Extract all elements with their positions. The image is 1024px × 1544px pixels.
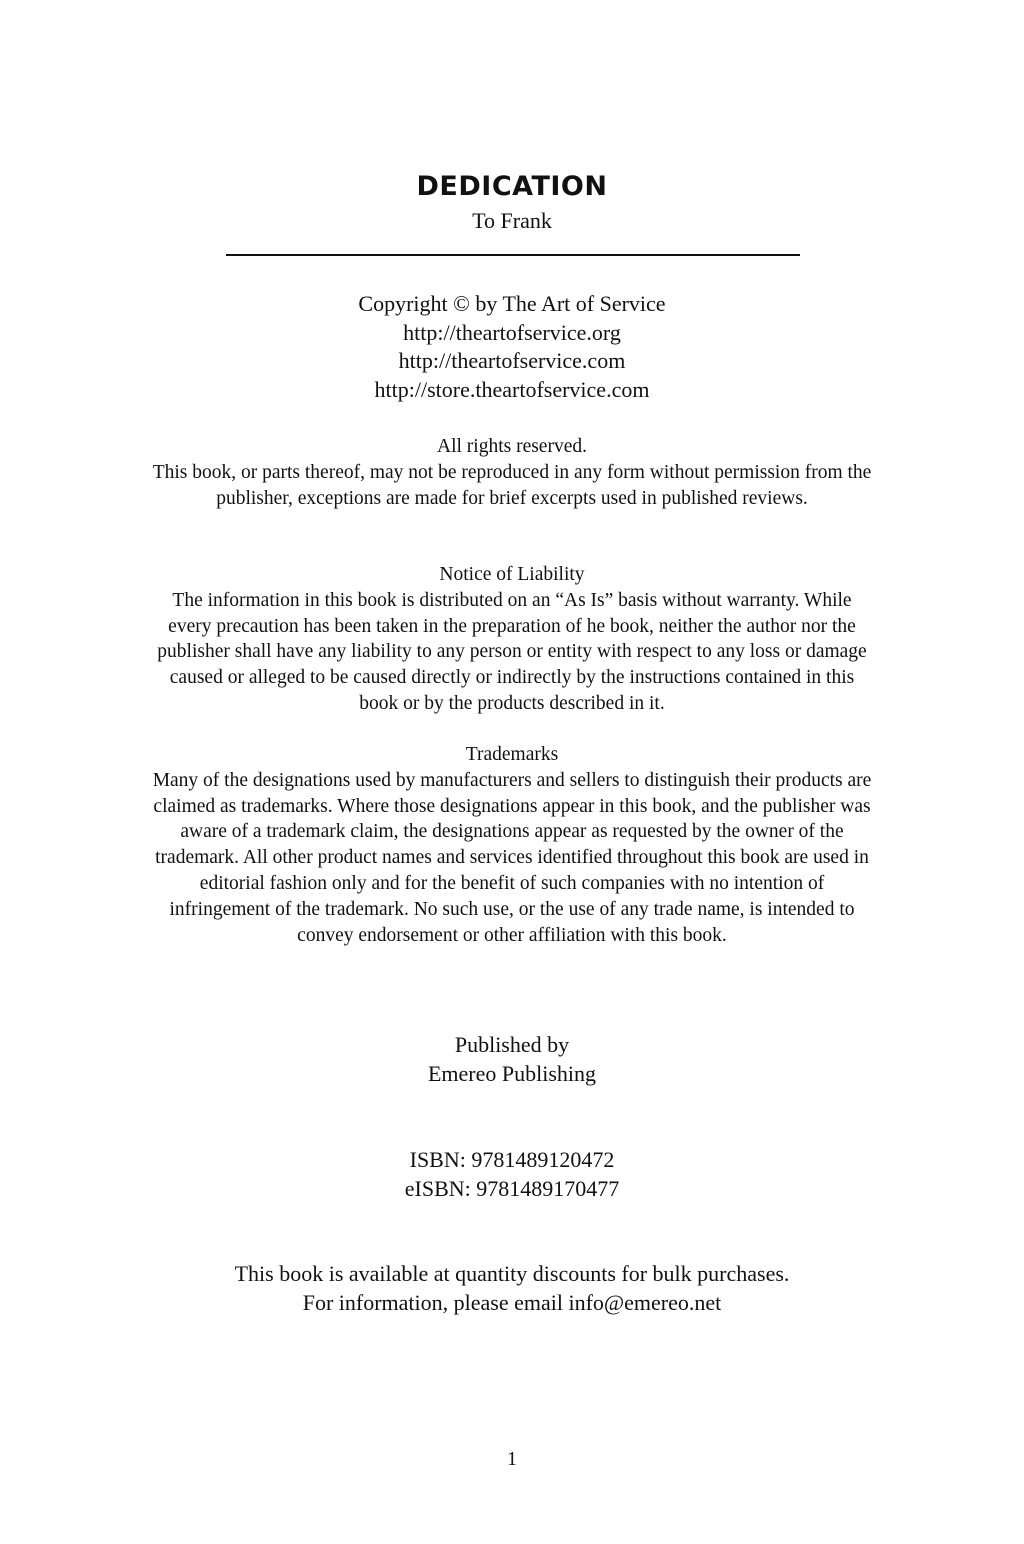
copyright-url-com: http://theartofservice.com: [398, 348, 626, 373]
isbn-ebook: eISBN: 9781489170477: [404, 1175, 620, 1201]
liability-heading: Notice of Liability: [439, 564, 585, 585]
copyright-block: [0, 290, 1024, 404]
isbn-block: [0, 1146, 1024, 1203]
bulk-purchase-line: This book is available at quantity discounts for bulk purchases.: [234, 1261, 790, 1286]
liability-text: The information in this book is distributed on an “As Is” basis without warranty. While every precaution has been taken in the preparation of he book, neither the author nor the publisher shall have any liability to any person or entity with respect to any loss or damage caused or alleged to be caused directly or indirectly by the instructions contained in this book or by the products described in it.: [157, 589, 867, 714]
rights-section: [150, 434, 874, 511]
rights-heading: All rights reserved.: [436, 436, 587, 457]
dedication-title: DEDICATION: [416, 171, 608, 202]
publisher-label: Published by: [454, 1032, 570, 1057]
copyright-url-store: http://store.theartofservice.com: [374, 376, 650, 402]
contact-email-line: For information, please email info@emereo.net: [302, 1289, 722, 1315]
liability-section: [150, 562, 874, 717]
copyright-line: Copyright © by The Art of Service: [358, 291, 666, 316]
trademarks-heading: Trademarks: [465, 744, 559, 765]
trademarks-section: [150, 742, 874, 948]
rights-text: This book, or parts thereof, may not be reproduced in any form without permission from the publisher, exceptions are made for brief excerpts used in published reviews.: [152, 461, 872, 509]
dedication-recipient: To Frank: [472, 208, 552, 233]
publisher-name: Emereo Publishing: [427, 1060, 597, 1086]
bulk-purchase-block: [0, 1260, 1024, 1317]
page-number: 1: [507, 1448, 517, 1470]
trademarks-text: Many of the designations used by manufacturers and sellers to distinguish their products are claimed as trademarks. Where those designations appear in this book, and the publisher was aware of a trademark claim, the designations appear as requested by the owner of the trademark. All other product names and services identified throughout this book are used in editorial fashion only and for the benefit of such companies with no intention of infringement of the trademark. No such use, or the use of any trade name, is intended to convey endorsement or other affiliation with this book.: [152, 769, 872, 946]
copyright-url-org: http://theartofservice.org: [403, 319, 621, 345]
publisher-block: [0, 1031, 1024, 1088]
divider-line: [226, 254, 800, 256]
isbn-print: ISBN: 9781489120472: [409, 1147, 615, 1172]
